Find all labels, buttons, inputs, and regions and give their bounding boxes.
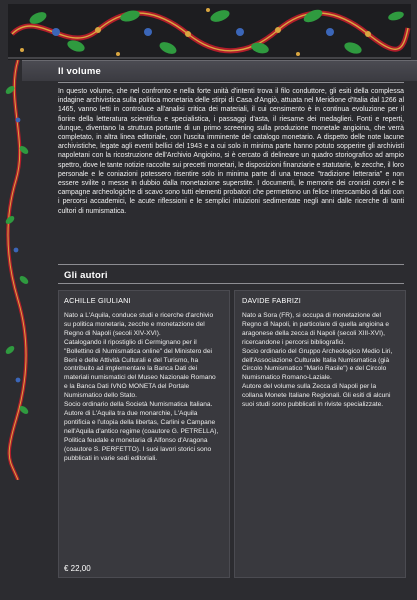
price-label: € 22,00 [64, 564, 91, 573]
illuminated-border-ornament [8, 4, 411, 60]
volume-description: In questo volume, che nel confronto e nella forte unità d'intenti trova il filo conduttore, gli esiti della complessa indagine archivistica sulla politica monetaria delle stirpi di Casa d'Angiò, attuata nel Meridione d'Italia dal 1266 al 1465, vanno letti in controluce all'analisi critica dei materiali, il cui censimento è in continua evoluzione per il fiorire della letteratura scientifica e specialistica, i passaggi d'asta, il riesame dei medaglieri. Fonti e reperti, dunque, diventano la struttura portante di un primo screening sulla produzione monetale angioina, che verrà completato, in altra linea editoriale, con l'uscita imminente del catalogo monetario. A dispetto delle note lacune archivistiche, legate agli eventi bellici del 1943 e a cui solo in minima parte hanno potuto sopperire gli archivisti napoletani con la ricostruzione dell'Archivio Angioino, si è cercato di delineare un quadro storiografico ad ampio spettro, dove le tante notizie raccolte sui precetti monetari, le disposizioni finanziarie e statutarie, le zecche, il loro personale e le coniazioni potessero risentire solo in minima parte di una tenace "tradizione letteraria" e non essere svilite o messe in dubbio dalla monetazione superstite. I documenti, le memorie dei cronisti coevi e le campagne archeologiche di scavo sono tutti elementi probatori che permettono un felice interscambio di dati con i percorsi accademici, le acute riflessioni e le semplici intuizioni sedimentate negli anni dalle ricerche di tanti cultori di numismatica. [58, 88, 404, 215]
author-bio-fabrizi [242, 312, 398, 410]
side-vine-ornament [4, 60, 30, 480]
section-title-authors: Gli autori [64, 270, 108, 281]
section-title-volume: Il volume [58, 66, 101, 77]
bio-paragraph: Autore di L'Aquila tra due monarchie, L'Aquila pontificia e l'utopia della libertas, Carlini e Campane nell'Aquila d'antico regime (coautore G. PETRELLA), Politica feudale e monetaria di Alfonso d'Aragona (coautore S. PERFETTO). I suoi lavori storici sono pubblicati in varie sedi editoriali. [64, 409, 219, 462]
author-name: DAVIDE FABRIZI [242, 296, 302, 305]
section-divider [58, 264, 404, 265]
bio-paragraph: Socio ordinario della Società Numismatica Italiana. [64, 401, 213, 409]
bio-paragraph: Catalogando il ripostiglio di Cermignano per il "Bollettino di Numismatica online" del Ministero dei Beni e delle Attività Culturali e del Turismo, ha contribuito ad implementare la Banca Dati dei materiali numismatici del Museo Nazionale Romano e la Banca Dati IVNO MONETA del Portale Numismatico dello Stato. [64, 338, 216, 400]
author-bio-giuliani [64, 312, 220, 463]
title-divider [58, 82, 404, 83]
bio-paragraph: Nato a L'Aquila, conduce studi e ricerche d'archivio su politica monetaria, zecche e monetazione del Regno di Napoli (secoli XIV-XVI). [64, 312, 214, 337]
authors-divider [58, 283, 404, 284]
bio-paragraph: Nato a Sora (FR), si occupa di monetazione del Regno di Napoli, in particolare di quella angioina e aragonese della zecca di Napoli (secoli XIII-XVI), ricercandone i percorsi bibliografici. [242, 312, 389, 346]
bio-paragraph: Autore del volume sulla Zecca di Napoli per la collana Monete Italiane Regionali. Gli esiti di alcuni suoi studi sono pubblicati in riviste specializzate. [242, 383, 391, 409]
bio-paragraph: Socio ordinario del Gruppo Archeologico Medio Liri, dell'Associazione Culturale Italia Numismatica (già Circolo Numismatico "Mario Rasile") e del Circolo Numismatico Romano-Laziale. [242, 347, 393, 382]
author-name: ACHILLE GIULIANI [64, 296, 131, 305]
